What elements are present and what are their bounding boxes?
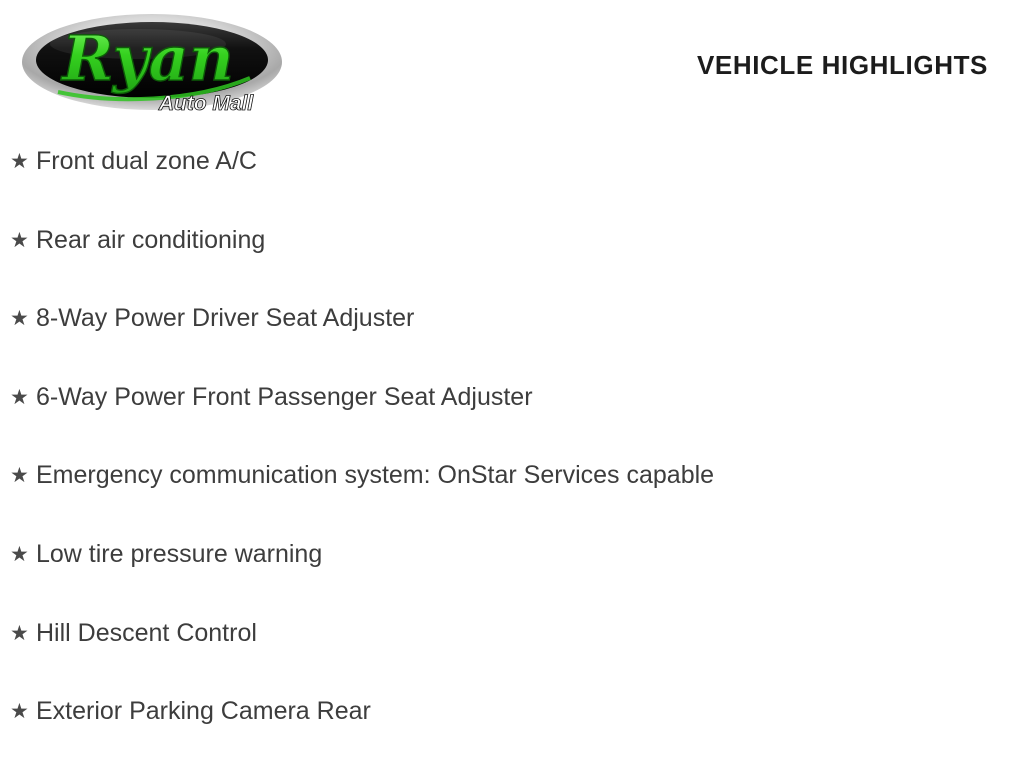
star-icon: ★ [10, 385, 29, 409]
highlight-label: Low tire pressure warning [36, 539, 323, 568]
star-icon: ★ [10, 228, 29, 252]
ryan-auto-mall-logo [18, 8, 290, 120]
page-title: VEHICLE HIGHLIGHTS [696, 50, 988, 80]
star-icon: ★ [10, 307, 29, 331]
list-item [0, 458, 1024, 537]
highlight-label: Emergency communication system: OnStar Services capable [36, 461, 715, 490]
highlight-label: 6-Way Power Front Passenger Seat Adjuster [36, 382, 533, 411]
star-icon: ★ [10, 621, 29, 645]
highlight-label: Exterior Parking Camera Rear [36, 697, 371, 726]
star-icon: ★ [10, 464, 29, 488]
list-item [0, 144, 1024, 223]
list-item [0, 616, 1024, 695]
vehicle-highlights-list [0, 144, 1024, 773]
highlight-label: Rear air conditioning [36, 225, 266, 254]
page-header [0, 0, 1024, 125]
svg-text:Ryan: Ryan [62, 22, 234, 95]
star-icon: ★ [10, 700, 29, 724]
list-item [0, 223, 1024, 302]
list-item [0, 694, 1024, 773]
highlight-label: Front dual zone A/C [36, 147, 257, 175]
highlight-label: Hill Descent Control [36, 618, 257, 647]
list-item [0, 301, 1024, 380]
star-icon: ★ [10, 542, 29, 566]
list-item [0, 380, 1024, 459]
svg-text:Auto Mall: Auto Mall [158, 92, 254, 115]
list-item [0, 537, 1024, 616]
highlight-label: 8-Way Power Driver Seat Adjuster [36, 304, 415, 333]
star-icon: ★ [10, 150, 29, 173]
